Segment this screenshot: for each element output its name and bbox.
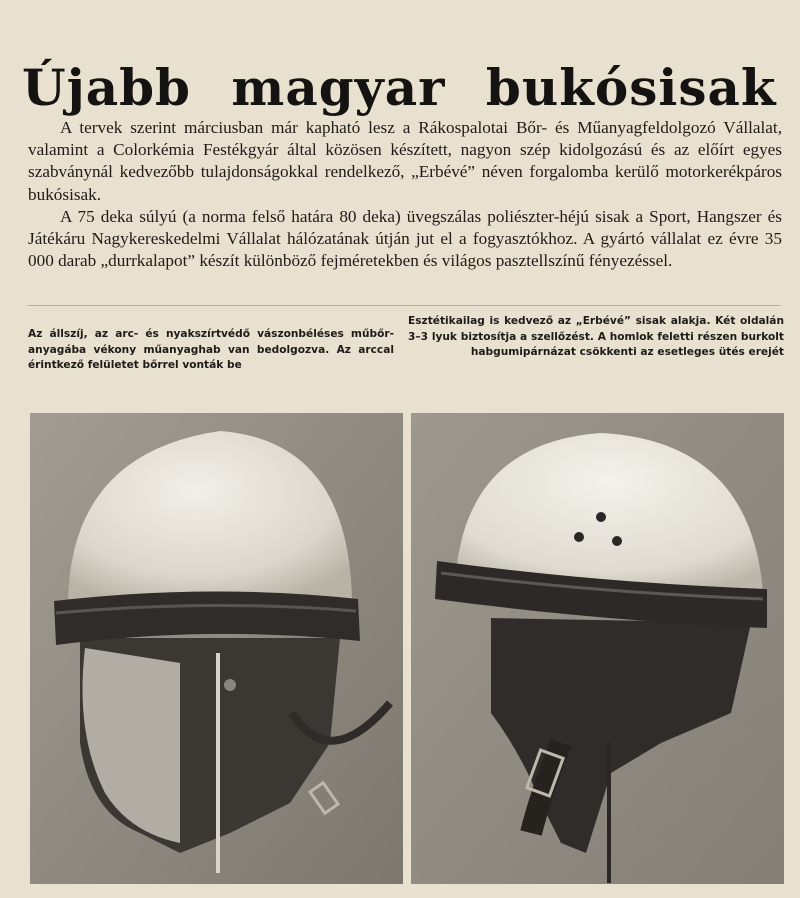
vent-hole <box>574 532 584 542</box>
article-paragraph: A tervek szerint márciusban már kapható lesz a Rákospalotai Bőr- és Műanyagfeldolgozó Vállalat, valamint a Colorkémia Festékgyár által közösen készített, nagyon szép kidolgozású és az előírt egyes szabványnál kedvezőbb tulajdonságokkal rendelkező, „Erbévé” néven forgalomba kerülő motorkerékpáros bukósisak. <box>28 118 782 204</box>
divider <box>28 305 780 306</box>
vent-hole <box>596 512 606 522</box>
helmet-illustration-left <box>30 413 403 884</box>
article-paragraph: A 75 deka súlyú (a norma felső határa 80 deka) üvegszálas poliészter-héjú sisak a Sport, Hangszer és Játékáru Nagykereskedelmi Vállalat hálózatának útján jut el a fogyasztókhoz. A gyártó vállalat ez évre 35 000 darab „durrkalapot” készít különböző fejméretekben és világos pasztellszínű fényezéssel. <box>28 206 782 271</box>
helmet-photo-left <box>30 413 403 884</box>
helmet-photo-right <box>411 413 784 884</box>
headline: Újabb magyar bukósisak <box>22 57 777 117</box>
vent-hole <box>612 536 622 546</box>
caption-left: Az állszíj, az arc- és nyakszírtvédő vászonbéléses műbőr-anyagába vékony műanyaghab van bedolgozva. Az arccal érintkező felületet bőrrel vonták be <box>28 328 394 371</box>
stand-pole <box>216 653 220 873</box>
helmet-illustration-right <box>411 413 784 884</box>
rivet <box>224 679 236 691</box>
caption-right: Esztétikailag is kedvező az „Erbévé” sisak alakja. Két oldalán 3–3 lyuk biztosítja a szellőzést. A homlok feletti részen burkolt habgumipárnázat csökkenti az esetleges ütés erejét <box>408 315 784 358</box>
article-body <box>28 117 782 272</box>
stand-pole <box>607 743 611 883</box>
